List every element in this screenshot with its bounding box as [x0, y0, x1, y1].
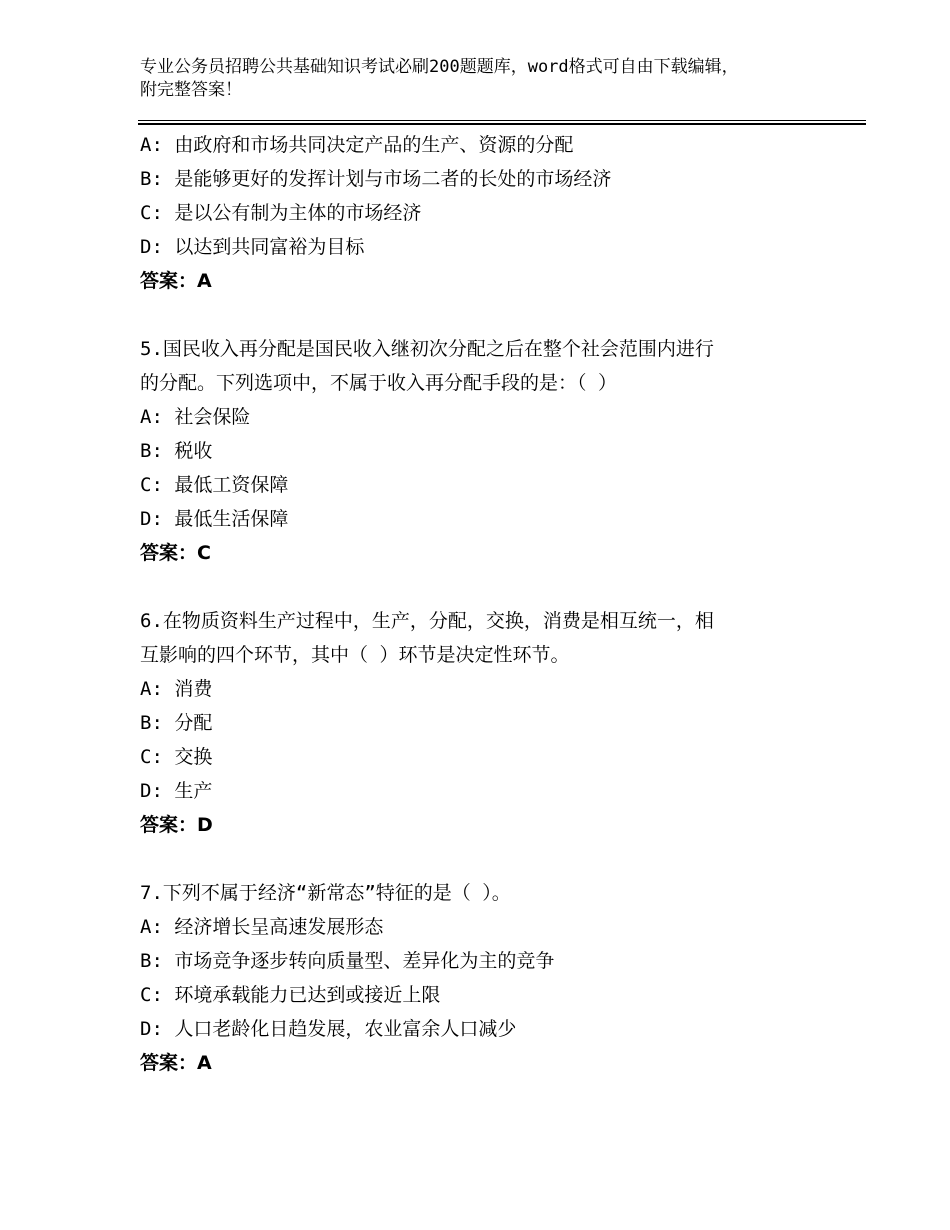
option-c: C: 是以公有制为主体的市场经济 — [140, 202, 422, 224]
option-d: D: 以达到共同富裕为目标 — [140, 236, 365, 258]
spacer — [140, 298, 840, 332]
option-c: C: 环境承载能力已达到或接近上限 — [140, 984, 441, 1006]
question-stem-line-2: 互影响的四个环节，其中（ ）环节是决定性环节。 — [140, 644, 570, 666]
question-4 — [140, 128, 840, 298]
question-list — [140, 128, 840, 1080]
question-stem-line-1: 7.下列不属于经济“新常态”特征的是（ ）。 — [140, 882, 511, 904]
option-b: B: 分配 — [140, 712, 213, 734]
spacer — [140, 570, 840, 604]
answer-line: 答案：C — [140, 542, 211, 564]
option-a: A: 由政府和市场共同决定产品的生产、资源的分配 — [140, 134, 574, 156]
option-d: D: 人口老龄化日趋发展，农业富余人口减少 — [140, 1018, 517, 1040]
question-6 — [140, 604, 840, 842]
option-b: B: 是能够更好的发挥计划与市场二者的长处的市场经济 — [140, 168, 612, 190]
answer-line: 答案：A — [140, 270, 212, 292]
option-d: D: 生产 — [140, 780, 213, 802]
header-line-1: 专业公务员招聘公共基础知识考试必刷200题题库，word格式可自由下载编辑， — [140, 57, 739, 77]
option-b: B: 市场竞争逐步转向质量型、差异化为主的竞争 — [140, 950, 555, 972]
question-stem-line-2: 的分配。下列选项中，不属于收入再分配手段的是：（ ） — [140, 372, 617, 394]
header-divider — [138, 120, 866, 125]
option-c: C: 最低工资保障 — [140, 474, 289, 496]
page-header — [140, 56, 840, 102]
option-a: A: 经济增长呈高速发展形态 — [140, 916, 384, 938]
question-7 — [140, 876, 840, 1080]
option-d: D: 最低生活保障 — [140, 508, 289, 530]
question-stem-line-1: 5.国民收入再分配是国民收入继初次分配之后在整个社会范围内进行 — [140, 338, 714, 360]
option-a: A: 社会保险 — [140, 406, 251, 428]
header-line-2: 附完整答案！ — [140, 80, 242, 100]
option-c: C: 交换 — [140, 746, 213, 768]
option-b: B: 税收 — [140, 440, 213, 462]
question-stem-line-1: 6.在物质资料生产过程中，生产，分配，交换，消费是相互统一，相 — [140, 610, 714, 632]
answer-line: 答案：D — [140, 814, 213, 836]
question-5 — [140, 332, 840, 570]
answer-line: 答案：A — [140, 1052, 212, 1074]
spacer — [140, 842, 840, 876]
option-a: A: 消费 — [140, 678, 213, 700]
